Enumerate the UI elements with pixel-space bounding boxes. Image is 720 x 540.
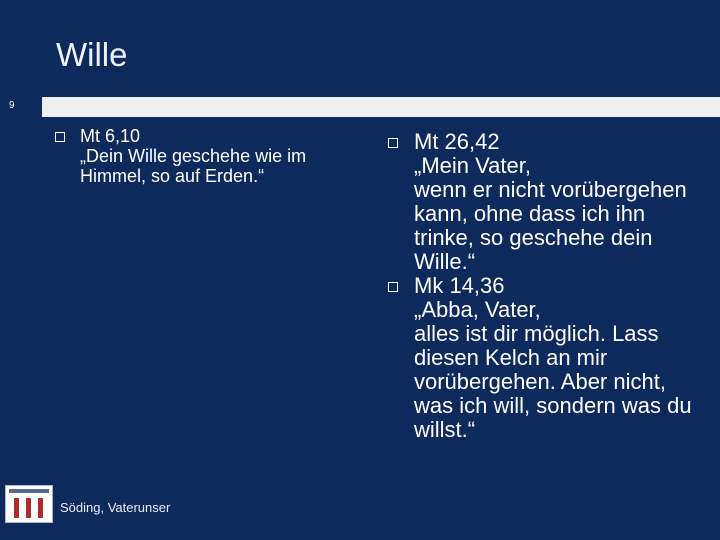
footer-text: Söding, Vaterunser xyxy=(60,500,171,515)
bullet-text: Mt 26,42 „Mein Vater, wenn er nicht vorübergehen kann, ohne dass ich ihn trinke, so geschehe dein Wille.“ xyxy=(414,129,687,274)
left-column xyxy=(55,126,315,186)
institution-logo xyxy=(5,485,53,523)
square-bullet-icon xyxy=(55,132,65,142)
list-item xyxy=(55,126,315,186)
slide-title: Wille xyxy=(56,36,128,73)
slide-number: 9 xyxy=(9,100,15,111)
slide-number-box xyxy=(0,97,40,117)
bullet-text: Mt 6,10 „Dein Wille geschehe wie im Himmel, so auf Erden.“ xyxy=(80,126,307,186)
square-bullet-icon xyxy=(388,282,398,292)
rule-bar xyxy=(42,97,720,117)
right-column xyxy=(388,130,708,442)
list-item xyxy=(388,274,708,442)
bullet-text: Mk 14,36 „Abba, Vater, alles ist dir möglich. Lass diesen Kelch an mir vorübergehen. Aber nicht, was ich will, sondern was du willst.“ xyxy=(414,273,692,442)
title-rule xyxy=(0,97,720,117)
list-item xyxy=(388,130,708,274)
square-bullet-icon xyxy=(388,138,398,148)
